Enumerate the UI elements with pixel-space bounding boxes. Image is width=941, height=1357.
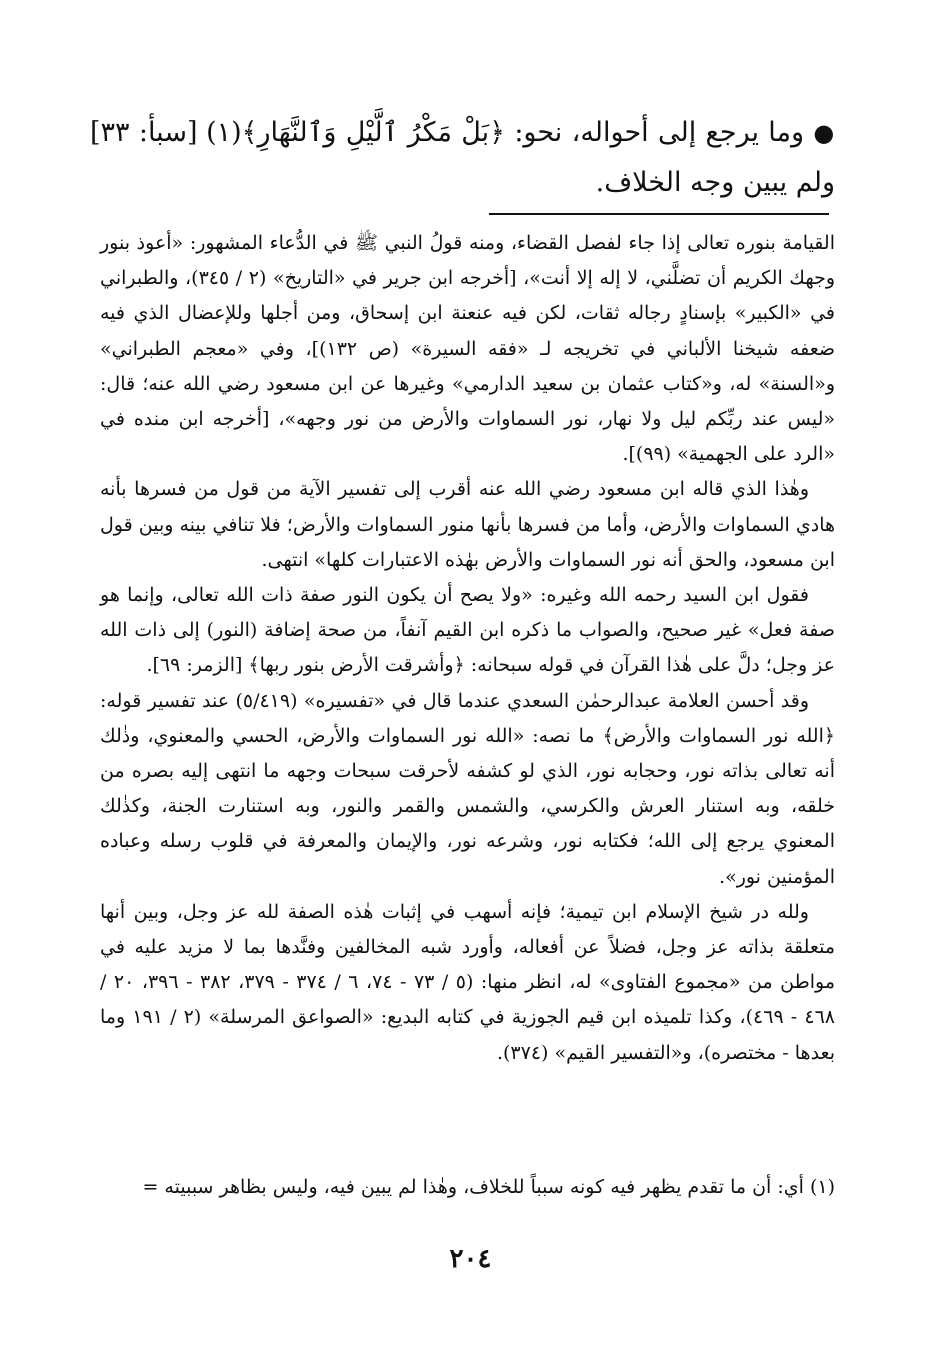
bullet-icon: ● <box>813 119 835 147</box>
page-number: ٢٠٤ <box>449 1244 492 1274</box>
footnote-divider <box>489 213 829 215</box>
note-paragraph: القيامة بنوره تعالى إذا جاء لفصل القضاء، ومنه قولُ النبي ﷺ في الدُّعاء المشهور: «أعوذ بنور وجهك الكريم أن تضلَّني، لا إله إلا أنت»، [أخرجه ابن جرير في «التاريخ» (٢ / ٣٤٥)، والطبراني في «الكبير» بإسنادٍ رجاله ثقات، لكن فيه عنعنة ابن إسحاق، ومن أجلها وللإعضال الذي فيه ضعفه شيخنا الألباني في تخريجه لـ «فقه السيرة» (ص ١٣٢)]، وفي «معجم الطبراني» و«السنة» له، و«كتاب عثمان بن سعيد الدارمي» وغيرها عن ابن مسعود رضي الله عنه؛ قال: «ليس عند ربِّكم ليل ولا نهار، نور السماوات والأرض من نور وجهه»، [أخرجه ابن منده في «الرد على الجهمية» (٩٩)]. <box>100 232 836 466</box>
footnote-continuation <box>100 226 835 1071</box>
main-paragraph: وما يرجع إلى أحواله، نحو: ﴿بَلْ مَكْرُ ٱلَّيْلِ وَٱلنَّهَارِ﴾(١) [سبأ: ٣٣] ولم يبين وجه الخلاف. <box>90 117 835 198</box>
note-paragraph: وهٰذا الذي قاله ابن مسعود رضي الله عنه أقرب إلى تفسير الآية من قول من فسرها بأنه هادي السماوات والأرض، وأما من فسرها بأنها منور السماوات والأرض؛ فلا تنافي بينه وبين قول ابن مسعود، والحق أنه نور السماوات والأرض بهٰذه الاعتبارات كلها» انتهى. <box>100 478 835 571</box>
note-paragraph: وقد أحسن العلامة عبدالرحمٰن السعدي عندما قال في «تفسيره» (٥/٤١٩) عند تفسير قوله: ﴿الله نور السماوات والأرض﴾ ما نصه: «الله نور السماوات والأرض، الحسي والمعنوي، وذٰلك أنه تعالى بذاته نور، وحجابه نور، الذي لو كشفه لأحرقت سبحات وجهه ما انتهى إليه بصره من خلقه، وبه استنار العرش والكرسي، والشمس والقمر والنور، وبه استنارت الجنة، وكذٰلك المعنوي يرجع إلى الله؛ فكتابه نور، وشرعه نور، والإيمان والمعرفة في قلوب رسله وعباده المؤمنين نور». <box>100 689 835 888</box>
note-paragraph: ولله در شيخ الإسلام ابن تيمية؛ فإنه أسهب في إثبات هٰذه الصفة لله عز وجل، وبين أنها متعلقة بذاته عز وجل، فضلاً عن أفعاله، وأورد شبه المخالفين وفنَّدها بما لا مزيد عليه في مواطن من «مجموع الفتاوى» له، انظر منها: (٥ / ٧٣ - ٧٤، ٦ / ٣٧٤ - ٣٧٩، ٣٨٢ - ٣٩٦، ٢٠ / ٤٦٨ - ٤٦٩)، وكذا تلميذه ابن قيم الجوزية في كتابه البديع: «الصواعق المرسلة» (٢ / ١٩١ وما بعدها - مختصره)، و«التفسير القيم» (٣٧٤). <box>100 900 836 1064</box>
note-paragraph: فقول ابن السيد رحمه الله وغيره: «ولا يصح أن يكون النور صفة ذات الله تعالى، وإنما هو صفة فعل» غير صحيح، والصواب ما ذكره ابن القيم آنفاً، من صحة إضافة (النور) إلى ذات الله عز وجل؛ دلَّ على هٰذا القرآن في قوله سبحانه: ﴿وأشرقت الأرض بنور ربها﴾ [الزمر: ٦٩]. <box>100 584 835 677</box>
footnote-1: (١) أي: أن ما تقدم يظهر فيه كونه سبباً للخلاف، وهٰذا لم يبين فيه، وليس بظاهر سببيته = <box>142 1176 835 1198</box>
main-text <box>90 108 835 208</box>
